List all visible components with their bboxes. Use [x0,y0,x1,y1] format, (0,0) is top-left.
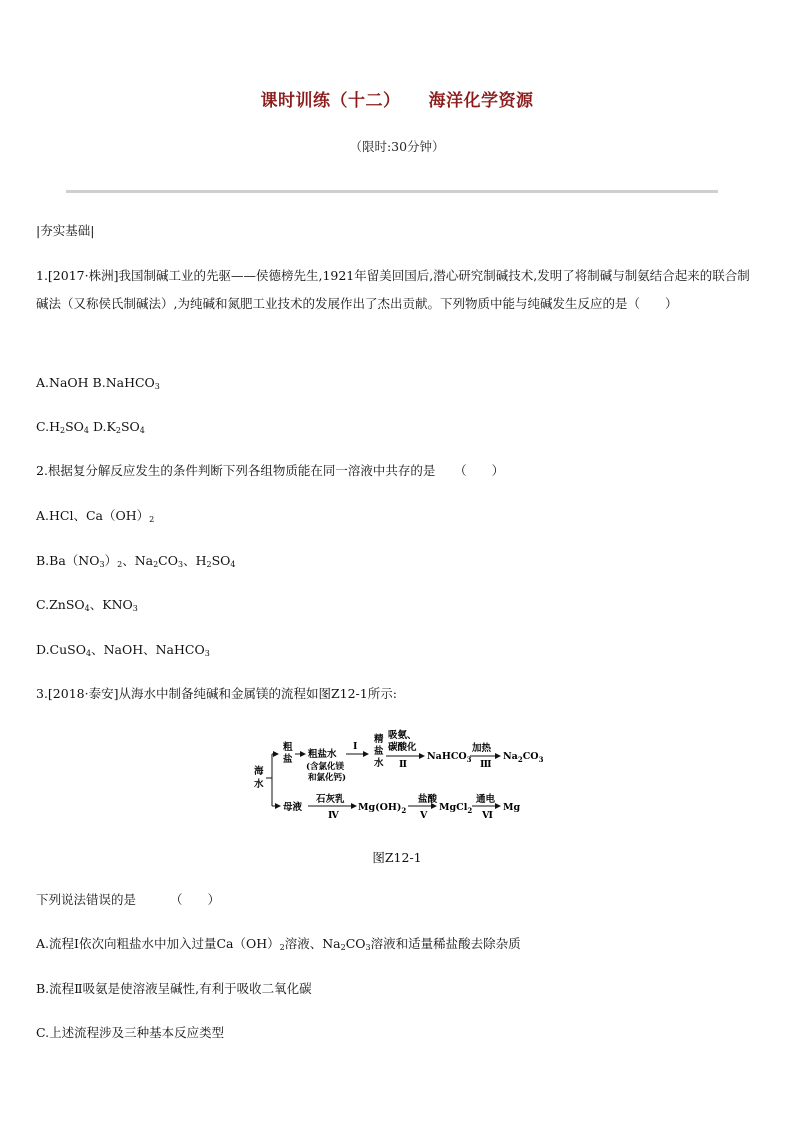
refined-2: 盐 [374,746,384,757]
crude-brine-note-1: (含氯化镁 [306,762,345,772]
seawater-label-2: 水 [254,779,264,790]
q1-option-d: $D.K_2SO_4$ [92,419,145,435]
step-2-top-1: 吸氨、 [388,730,417,741]
hcl-label: 盐酸 [418,794,438,805]
page-title [0,86,794,111]
time-limit: （限时:30分钟） [349,139,445,154]
step-1-label: Ⅰ [353,741,358,752]
divider [66,190,718,193]
q3-option-a: A.流程Ⅰ依次向粗盐水中加入过量$Ca(OH)_2$溶液、$Na_2CO_3$溶液和适量稀盐酸去除杂质 [36,936,521,952]
question-1-text: 1.[2017·株洲]我国制碱工业的先驱——侯德榜先生,1921年留美回国后,潜心研究制碱技术,发明了将制碱与制氨结合起来的联合制碱法（又称侯氏制碱法）,为纯碱和氮肥工业技术的发展作出了杰出贡献。下列物质中能与纯碱发生反应的是（ ） [36,268,750,311]
step-2-label: Ⅱ [399,759,408,770]
figure-caption: 图Z12-1 [372,850,422,865]
heat-label: 加热 [472,743,492,754]
refined-3: 水 [374,758,384,769]
title-part-1: 课时训练（十二） [260,91,401,111]
question-2-text: 2.根据复分解反应发生的条件判断下列各组物质能在同一溶液中共存的是 （ ） [36,463,505,478]
flow-diagram [250,726,550,826]
section-heading: |夯实基础| [36,223,95,238]
crude-salt-2: 盐 [283,754,293,765]
q2-option-d: D.CuSO$_4$、NaOH、NaHCO$_3$ [36,642,210,658]
seawater-label-1: 海 [254,766,264,777]
step-4-label: Ⅳ [328,810,339,821]
step-6-label: Ⅵ [482,810,493,821]
q3-stem: 下列说法错误的是 （ ） [36,892,221,907]
q2-option-b: $B.Ba(NO_3)_2$、$Na_2CO_3$、$H_2SO_4$ [36,553,236,569]
q1-option-b: B.NaHCO$_3$ [92,375,160,391]
na2co3-label: $Na_2CO_3$ [503,751,544,764]
question-3-text: 3.[2018·泰安]从海水中制备纯碱和金属镁的流程如图Z12-1所示: [36,686,397,701]
lime-milk-label: 石灰乳 [316,794,345,805]
step-2-top-2: 碳酸化 [388,742,417,753]
crude-salt-1: 粗 [283,742,293,753]
title-part-2: 海洋化学资源 [428,91,534,111]
q2-option-c: C.ZnSO$_4$、$KNO_3$ [36,597,138,613]
q1-options-ab [36,376,160,390]
q3-option-b: B.流程Ⅱ吸氨是使溶液呈碱性,有利于吸收二氧化碳 [36,981,312,996]
q2-option-a: A.HCl、$Ca(OH)_2$ [36,508,155,524]
crude-brine-note-2: 和氯化钙) [308,773,347,783]
mgcl2-label: MgCl$_2$ [439,802,473,815]
q3-option-c: C.上述流程涉及三种基本反应类型 [36,1025,225,1040]
electrolysis-label: 通电 [476,794,496,805]
step-5-label: Ⅴ [420,810,428,821]
mgoh2-label: $Mg(OH)_2$ [358,802,407,815]
mg-label: Mg [503,802,521,813]
step-3-label: Ⅲ [480,759,492,770]
crude-brine: 粗盐水 [308,749,337,760]
q1-option-a: A.NaOH [36,375,89,390]
q1-option-c: $C.H_2SO_4$ [36,419,89,435]
nahco3-label: NaHCO$_3$ [427,751,472,764]
mother-liquor: 母液 [283,802,303,813]
refined-1: 精 [374,734,384,745]
q1-options-cd [36,420,145,434]
